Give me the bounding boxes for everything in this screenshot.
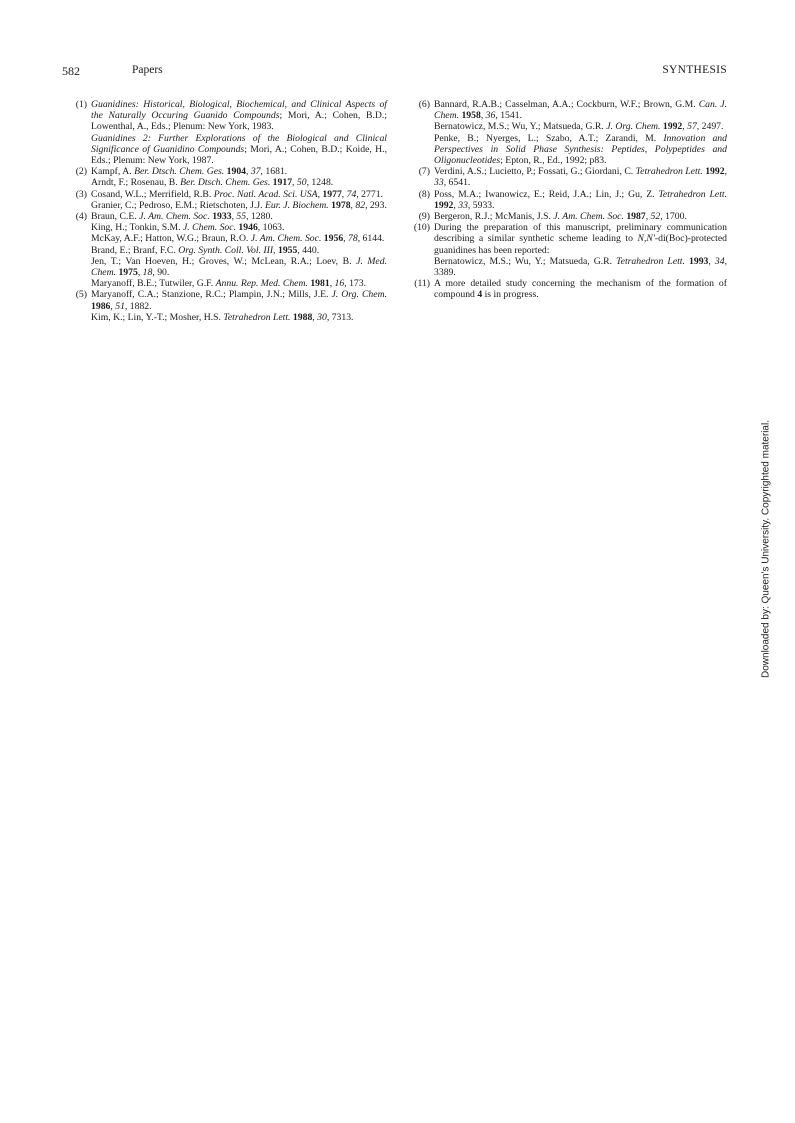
reference-citation: Maryanoff, B.E.; Tutwiler, G.F. Annu. Rep. Med. Chem. 1981, 16, 173. <box>91 278 367 290</box>
reference-number: (3) <box>75 188 87 200</box>
journal-name: SYNTHESIS <box>662 64 727 76</box>
reference-number: (2) <box>75 166 87 178</box>
reference-body <box>434 278 727 300</box>
running-header <box>62 64 727 80</box>
reference-citation: Bernatowicz, M.S.; Wu, Y.; Matsueda, G.R. Tetrahedron Lett. 1993, 34, 3389. <box>434 255 728 279</box>
reference-number: (4) <box>75 211 87 223</box>
reference-number: (1) <box>75 99 87 110</box>
reference-item <box>405 211 727 222</box>
reference-body <box>91 189 387 211</box>
reference-item <box>62 189 387 211</box>
reference-citation: McKay, A.F.; Hatton, W.G.; Braun, R.O. J. Am. Chem. Soc. 1956, 78, 6144. <box>91 233 385 245</box>
reference-item <box>405 278 727 300</box>
reference-citation: Verdini, A.S.; Lucietto, P.; Fossati, G.; Giordani, C. Tetrahedron Lett. 1992, 33, 6541. <box>434 166 727 189</box>
reference-citation: Cosand, W.L.; Merrifield, R.B. Proc. Natl. Acad. Sci. USA, 1977, 74, 2771. <box>91 188 383 200</box>
reference-citation: During the preparation of this manuscript, preliminary communication describing a similar synthetic scheme leading to N,N'-di(Boc)-protected guanidines has been reported: <box>434 222 727 256</box>
reference-item <box>62 289 387 323</box>
reference-citation: Granier, C.; Pedroso, E.M.; Rietschoten, J.J. Eur. J. Biochem. 1978, 82, 293. <box>91 199 387 211</box>
reference-body <box>434 166 727 188</box>
reference-citation: Bergeron, R.J.; McManis, J.S. J. Am. Chem. Soc. 1987, 52, 1700. <box>434 211 687 223</box>
reference-citation: Bernatowicz, M.S.; Wu, Y.; Matsueda, G.R. J. Org. Chem. 1992, 57, 2497. <box>434 121 724 133</box>
reference-body <box>434 189 727 211</box>
reference-number: (6) <box>418 99 430 110</box>
reference-item <box>62 166 387 188</box>
reference-citation: King, H.; Tonkin, S.M. J. Chem. Soc. 1946, 1063. <box>91 222 285 234</box>
reference-citation: Braun, C.E. J. Am. Chem. Soc. 1933, 55, 1280. <box>91 211 273 223</box>
reference-citation: Jen, T.; Van Hoeven, H.; Groves, W.; McLean, R.A.; Loev, B. J. Med. Chem. 1975, 18, 90. <box>91 255 387 279</box>
reference-number: (5) <box>75 289 87 301</box>
reference-citation: Guanidines 2: Further Explorations of the Biological and Clinical Significance of Guanidino Compounds; Mori, A.; Cohen, B.D.; Koide, H., Eds.; Plenum: New York, 1987. <box>91 132 387 167</box>
reference-item <box>62 211 387 289</box>
reference-item <box>405 166 727 188</box>
reference-citation: Guanidines: Historical, Biological, Biochemical, and Clinical Aspects of the Naturally Occuring Guanido Compounds; Mori, A.; Cohen, B.D.; Lowenthal, A., Eds.; Plenum: New York, 1983. <box>91 99 387 133</box>
reference-citation: Kim, K.; Lin, Y.-T.; Mosher, H.S. Tetrahedron Lett. 1988, 30, 7313. <box>91 311 354 323</box>
download-watermark-text: Downloaded by: Queen's University. Copyrighted material. <box>760 420 772 678</box>
page-number: 582 <box>62 64 80 78</box>
section-label: Papers <box>132 64 163 76</box>
reference-item <box>405 99 727 166</box>
reference-citation: Arndt, F.; Rosenau, B. Ber. Dtsch. Chem. Ges. 1917, 50, 1248. <box>91 177 334 189</box>
reference-body <box>91 211 387 289</box>
reference-item <box>62 99 387 166</box>
reference-citation: Brand, E.; Branf, F.C. Org. Synth. Coll. Vol. III, 1955, 440. <box>91 244 320 256</box>
reference-number: (10) <box>413 222 430 234</box>
reference-citation: Maryanoff, C.A.; Stanzione, R.C.; Plampin, J.N.; Mills, J.E. J. Org. Chem. 1986, 51, 1882. <box>91 289 387 312</box>
reference-item <box>405 189 727 211</box>
reference-body <box>91 99 387 166</box>
reference-number: (7) <box>418 166 430 178</box>
reference-body <box>434 211 727 222</box>
references-left-column <box>62 99 387 323</box>
reference-item <box>405 222 727 278</box>
reference-body <box>91 166 387 188</box>
reference-citation: Kampf, A. Ber. Dtsch. Chem. Ges. 1904, 37, 1681. <box>91 166 288 178</box>
reference-number: (8) <box>418 188 430 200</box>
reference-citation: Penke, B.; Nyerges, L.; Szabo, A.T.; Zarandi, M. Innovation and Perspectives in Solid Phase Synthesis: Peptides, Polypeptides and Oligonucleotides; Epton, R., Ed., 1992; p83. <box>434 132 727 167</box>
download-watermark <box>758 420 774 678</box>
reference-number: (9) <box>418 211 430 223</box>
reference-citation: Bannard, R.A.B.; Casselman, A.A.; Cockburn, W.F.; Brown, G.M. Can. J. Chem. 1958, 36, 1541. <box>434 99 727 122</box>
references-right-column <box>405 99 727 301</box>
reference-number: (11) <box>414 278 430 290</box>
reference-body <box>434 99 727 166</box>
reference-citation: A more detailed study concerning the mechanism of the formation of compound 4 is in progress. <box>434 278 727 301</box>
reference-body <box>91 289 387 323</box>
reference-body <box>434 222 727 278</box>
reference-citation: Poss, M.A.; Iwanowicz, E.; Reid, J.A.; Lin, J.; Gu, Z. Tetrahedron Lett. 1992, 33, 5933. <box>434 188 727 211</box>
